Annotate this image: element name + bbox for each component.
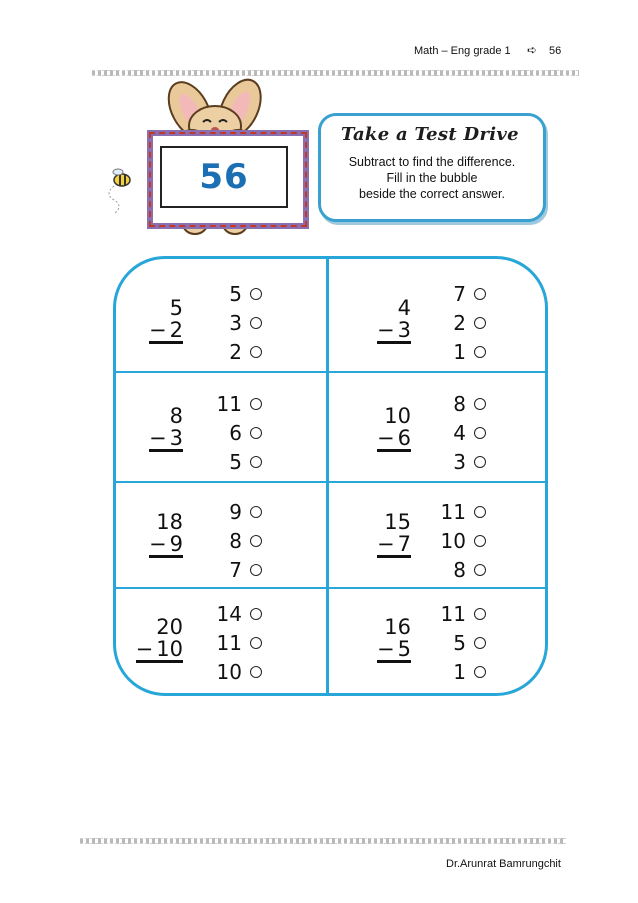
answer-option[interactable] [438, 555, 486, 584]
subtraction-problem [377, 297, 411, 344]
answer-bubble[interactable] [250, 506, 262, 518]
answer-choices [214, 279, 262, 366]
answer-value: 8 [229, 528, 242, 553]
answer-value: 5 [229, 281, 242, 306]
answer-bubble[interactable] [474, 288, 486, 300]
answer-option[interactable] [214, 337, 262, 366]
exercise-grid [113, 256, 548, 696]
answer-bubble[interactable] [474, 398, 486, 410]
answer-option[interactable] [438, 279, 486, 308]
answer-choices [438, 389, 486, 476]
answer-value: 9 [229, 499, 242, 524]
answer-value: 10 [216, 659, 242, 684]
instruction-callout [318, 113, 546, 222]
answer-option[interactable] [214, 418, 262, 447]
answer-option[interactable] [214, 555, 262, 584]
minus-sign: − [135, 637, 154, 661]
answer-bubble[interactable] [250, 427, 262, 439]
subtrahend-row [136, 638, 183, 663]
subtraction-problem [149, 405, 183, 452]
answer-value: 3 [229, 310, 242, 335]
footer-divider [80, 838, 566, 844]
answer-bubble[interactable] [250, 398, 262, 410]
subtrahend-row [377, 427, 411, 452]
answer-choices [214, 599, 262, 686]
answer-bubble[interactable] [474, 456, 486, 468]
answer-value: 10 [440, 528, 466, 553]
subtrahend: 9 [169, 532, 183, 556]
subtrahend: 2 [169, 318, 183, 342]
answer-bubble[interactable] [250, 288, 262, 300]
page-badge [160, 146, 288, 208]
subtrahend: 3 [169, 426, 183, 450]
answer-bubble[interactable] [474, 346, 486, 358]
subtraction-problem [136, 616, 183, 663]
answer-bubble[interactable] [474, 666, 486, 678]
answer-option[interactable] [438, 628, 486, 657]
answer-value: 7 [229, 557, 242, 582]
subtrahend: 3 [397, 318, 411, 342]
row-divider [116, 481, 545, 483]
minuend: 10 [384, 404, 411, 428]
minus-sign: − [377, 532, 395, 556]
answer-option[interactable] [214, 526, 262, 555]
answer-option[interactable] [438, 599, 486, 628]
subtrahend-row [149, 533, 183, 558]
answer-value: 5 [453, 630, 466, 655]
answer-bubble[interactable] [474, 317, 486, 329]
row-divider [116, 371, 545, 373]
arrow-right-icon: ➪ [527, 43, 538, 57]
minus-sign: − [149, 426, 167, 450]
answer-option[interactable] [438, 447, 486, 476]
subtrahend: 7 [397, 532, 411, 556]
minus-sign: − [377, 318, 395, 342]
minus-sign: − [149, 318, 167, 342]
minuend: 20 [156, 615, 183, 639]
subtraction-problem [149, 511, 183, 558]
minuend: 18 [156, 510, 183, 534]
answer-value: 11 [440, 499, 466, 524]
answer-value: 11 [216, 630, 242, 655]
answer-choices [438, 279, 486, 366]
minuend: 16 [384, 615, 411, 639]
page-number: 56 [549, 45, 562, 57]
answer-choices [214, 497, 262, 584]
instruction-line: Subtract to find the difference. [348, 155, 516, 169]
subtrahend: 10 [156, 637, 183, 661]
subtrahend-row [377, 533, 411, 558]
answer-bubble[interactable] [474, 637, 486, 649]
answer-value: 5 [229, 449, 242, 474]
page-header [0, 40, 638, 60]
answer-value: 3 [453, 449, 466, 474]
answer-option[interactable] [214, 447, 262, 476]
answer-option[interactable] [438, 308, 486, 337]
answer-option[interactable] [214, 308, 262, 337]
subtraction-problem [377, 511, 411, 558]
answer-bubble[interactable] [250, 666, 262, 678]
answer-option[interactable] [438, 337, 486, 366]
answer-bubble[interactable] [474, 506, 486, 518]
instruction-text [321, 154, 543, 202]
answer-option[interactable] [438, 389, 486, 418]
subtrahend: 6 [397, 426, 411, 450]
answer-option[interactable] [214, 599, 262, 628]
answer-bubble[interactable] [250, 456, 262, 468]
subtraction-problem [377, 616, 411, 663]
minuend: 8 [169, 404, 183, 428]
answer-option[interactable] [214, 657, 262, 686]
answer-option[interactable] [214, 628, 262, 657]
answer-value: 1 [453, 659, 466, 684]
answer-bubble[interactable] [474, 427, 486, 439]
answer-value: 14 [216, 601, 242, 626]
answer-bubble[interactable] [250, 637, 262, 649]
subtrahend-row [377, 638, 411, 663]
author-label: Dr.Arunrat Bamrungchit [446, 858, 561, 870]
answer-value: 2 [229, 339, 242, 364]
answer-option[interactable] [438, 497, 486, 526]
answer-value: 7 [453, 281, 466, 306]
answer-option[interactable] [214, 389, 262, 418]
column-divider [326, 259, 329, 693]
header-divider [92, 70, 579, 76]
callout-title: Take a Test Drive [341, 124, 519, 145]
minuend: 4 [397, 296, 411, 320]
answer-bubble[interactable] [250, 564, 262, 576]
answer-value: 8 [453, 557, 466, 582]
instruction-line: Fill in the bubble [386, 171, 478, 185]
answer-bubble[interactable] [250, 608, 262, 620]
answer-value: 11 [440, 601, 466, 626]
answer-value: 11 [216, 391, 242, 416]
minus-sign: − [149, 532, 167, 556]
subtrahend-row [149, 427, 183, 452]
subject-label: Math – Eng grade 1 [414, 45, 511, 57]
answer-bubble[interactable] [474, 608, 486, 620]
minuend: 5 [169, 296, 183, 320]
answer-value: 4 [453, 420, 466, 445]
answer-bubble[interactable] [250, 317, 262, 329]
answer-value: 2 [453, 310, 466, 335]
row-divider [116, 587, 545, 589]
answer-option[interactable] [214, 279, 262, 308]
answer-bubble[interactable] [250, 535, 262, 547]
minus-sign: − [377, 426, 395, 450]
instruction-line: beside the correct answer. [359, 187, 505, 201]
subtrahend: 5 [397, 637, 411, 661]
answer-option[interactable] [214, 497, 262, 526]
answer-choices [438, 599, 486, 686]
answer-choices [438, 497, 486, 584]
subtraction-problem [377, 405, 411, 452]
answer-option[interactable] [438, 657, 486, 686]
subtraction-problem [149, 297, 183, 344]
answer-value: 1 [453, 339, 466, 364]
answer-bubble[interactable] [474, 535, 486, 547]
answer-bubble[interactable] [250, 346, 262, 358]
answer-option[interactable] [438, 526, 486, 555]
badge-number: 56 [199, 157, 249, 197]
minuend: 15 [384, 510, 411, 534]
answer-option[interactable] [438, 418, 486, 447]
minus-sign: − [377, 637, 395, 661]
subtrahend-row [377, 319, 411, 344]
answer-value: 8 [453, 391, 466, 416]
answer-bubble[interactable] [474, 564, 486, 576]
answer-choices [214, 389, 262, 476]
answer-value: 6 [229, 420, 242, 445]
subtrahend-row [149, 319, 183, 344]
